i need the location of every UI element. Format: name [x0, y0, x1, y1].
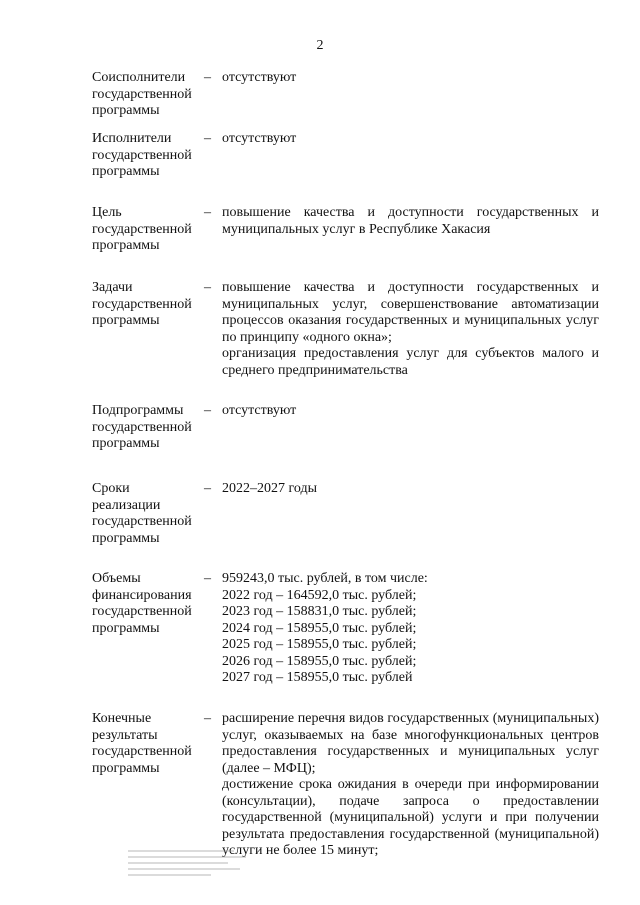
funding-year: 2025 год – 158955,0 тыс. рублей;	[222, 637, 417, 652]
row-dash: –	[204, 280, 211, 295]
row-dash: –	[204, 403, 211, 418]
funding-year: 2027 год – 158955,0 тыс. рублей	[222, 670, 413, 685]
funding-year: 2023 год – 158831,0 тыс. рублей;	[222, 604, 417, 619]
funding-year: 2026 год – 158955,0 тыс. рублей;	[222, 653, 417, 669]
row-value: расширение перечня видов государственных (муниципальных) услуг, оказываемых на базе многофункциональных центров предоставления государственных и муниципальных услуг (далее – МФЦ); достижение срока ожидания в очереди при информировании (консультации), подаче запроса о предоставлении государственной (муниципальной) услуги и при получении результата предоставления государственной (муниципальной) услуги не более 15 минут;	[222, 711, 599, 858]
row-label: Объемы финансирования государственной программы	[92, 571, 192, 636]
row-value: повышение качества и доступности государственных и муниципальных услуг, совершенствование автоматизации процессов оказания государственных и муниципальных услуг по принципу «одного окна»; организация предоставления услуг для субъектов малого и среднего предпринимательства	[222, 280, 599, 378]
row-value: 2022–2027 годы	[222, 481, 318, 496]
row-label: Цель государственной программы	[92, 205, 192, 253]
row-label: Конечные результаты государственной программы	[92, 711, 192, 776]
funding-list	[222, 571, 599, 687]
row-dash: –	[204, 205, 211, 220]
row-label: Исполнители государственной программы	[92, 131, 192, 179]
row-value: отсутствуют	[222, 131, 297, 146]
row-label: Подпрограммы государственной программы	[92, 403, 192, 451]
row-label: Сроки реализации государственной программы	[92, 481, 192, 546]
row-dash: –	[204, 711, 211, 726]
row-dash: –	[204, 131, 211, 146]
row-label: Соисполнители государственной программы	[92, 70, 192, 118]
funding-total: 959243,0 тыс. рублей, в том числе:	[222, 571, 428, 586]
funding-year: 2024 год – 158955,0 тыс. рублей;	[222, 620, 417, 636]
faded-stamp	[128, 846, 246, 892]
row-dash: –	[204, 571, 211, 586]
row-value: повышение качества и доступности государственных и муниципальных услуг в Республике Хакасия	[222, 205, 599, 237]
row-value: отсутствуют	[222, 70, 297, 85]
row-value: отсутствуют	[222, 403, 297, 418]
funding-year: 2022 год – 164592,0 тыс. рублей;	[222, 587, 417, 603]
page-number: 2	[316, 38, 324, 53]
row-label: Задачи государственной программы	[92, 280, 192, 328]
row-dash: –	[204, 481, 211, 496]
row-dash: –	[204, 70, 211, 85]
